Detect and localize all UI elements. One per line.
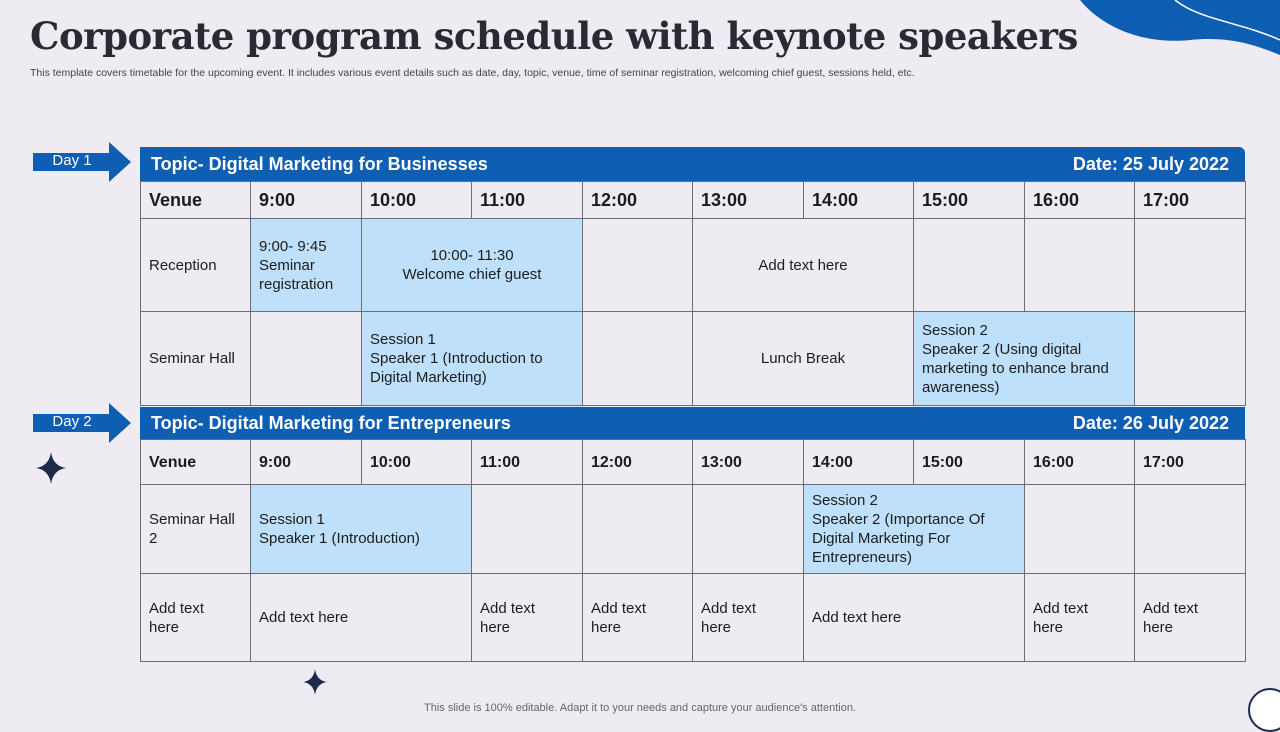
header-cell: 11:00 <box>472 182 583 219</box>
empty-cell <box>251 312 362 406</box>
header-cell: 12:00 <box>583 182 693 219</box>
empty-cell <box>583 312 693 406</box>
add-text-cell[interactable]: Add text here <box>693 219 914 312</box>
day-2-date: Date: 26 July 2022 <box>1072 412 1229 433</box>
header-cell: 15:00 <box>914 182 1025 219</box>
venue-cell: Seminar Hall 2 <box>141 485 251 574</box>
event-cell: Session 1 Speaker 1 (Introduction to Digital Marketing) <box>362 312 583 406</box>
table-row <box>141 485 1246 574</box>
day-2-topic: Topic- Digital Marketing for Entrepreneurs <box>151 412 511 433</box>
header-cell: 10:00 <box>362 182 472 219</box>
event-cell: 9:00- 9:45 Seminar registration <box>251 219 362 312</box>
header-cell: 13:00 <box>693 182 804 219</box>
venue-cell: Reception <box>141 219 251 312</box>
table-header-row <box>141 182 1246 219</box>
corner-wave-decoration <box>1080 0 1280 60</box>
header-cell: 17:00 <box>1135 440 1246 485</box>
day-2-label: Day 2 <box>52 413 92 430</box>
header-cell: 14:00 <box>804 440 914 485</box>
page-subtitle: This template covers timetable for the upcoming event. It includes various event details such as date, day, topic, venue, time of seminar registration, welcoming chief guest, sessions held, etc. <box>30 67 915 79</box>
footer-note: This slide is 100% editable. Adapt it to your needs and capture your audience's attention. <box>424 702 856 714</box>
add-text-cell[interactable]: Add text here <box>472 574 583 662</box>
header-cell: 10:00 <box>362 440 472 485</box>
header-cell: 16:00 <box>1025 440 1135 485</box>
day-1-topic: Topic- Digital Marketing for Businesses <box>151 153 488 174</box>
day-2-topic-banner <box>140 407 1245 439</box>
empty-cell <box>1135 485 1246 574</box>
header-cell: 12:00 <box>583 440 693 485</box>
header-cell: 17:00 <box>1135 182 1246 219</box>
header-cell: 9:00 <box>251 440 362 485</box>
header-cell: 11:00 <box>472 440 583 485</box>
header-cell: 9:00 <box>251 182 362 219</box>
empty-cell <box>1135 312 1246 406</box>
empty-cell <box>693 485 804 574</box>
empty-cell <box>1025 485 1135 574</box>
add-text-cell[interactable]: Add text here <box>141 574 251 662</box>
empty-cell <box>583 485 693 574</box>
empty-cell <box>583 219 693 312</box>
empty-cell <box>1135 219 1246 312</box>
header-cell: Venue <box>141 182 251 219</box>
table-row <box>141 219 1246 312</box>
lunch-break-cell: Lunch Break <box>693 312 914 406</box>
day-2-schedule-table <box>140 439 1246 662</box>
day-2-arrow <box>33 403 133 443</box>
day-1-arrow <box>33 142 133 182</box>
day-1-label: Day 1 <box>52 152 92 169</box>
event-cell: Session 1 Speaker 1 (Introduction) <box>251 485 472 574</box>
day-1-topic-banner <box>140 147 1245 181</box>
event-cell: Session 2 Speaker 2 (Importance Of Digital Marketing For Entrepreneurs) <box>804 485 1025 574</box>
table-row <box>141 574 1246 662</box>
table-row <box>141 312 1246 406</box>
day-1-schedule-table <box>140 181 1246 406</box>
sparkle-star-icon <box>303 669 327 695</box>
day-1-date: Date: 25 July 2022 <box>1072 153 1229 174</box>
event-cell: 10:00- 11:30 Welcome chief guest <box>362 219 583 312</box>
header-cell: 13:00 <box>693 440 804 485</box>
empty-cell <box>1025 219 1135 312</box>
page-title: Corporate program schedule with keynote speakers <box>30 14 1078 58</box>
header-cell: 16:00 <box>1025 182 1135 219</box>
header-cell: 14:00 <box>804 182 914 219</box>
header-cell: 15:00 <box>914 440 1025 485</box>
add-text-cell[interactable]: Add text here <box>251 574 472 662</box>
empty-cell <box>472 485 583 574</box>
add-text-cell[interactable]: Add text here <box>1025 574 1135 662</box>
add-text-cell[interactable]: Add text here <box>804 574 1025 662</box>
table-header-row <box>141 440 1246 485</box>
add-text-cell[interactable]: Add text here <box>583 574 693 662</box>
add-text-cell[interactable]: Add text here <box>693 574 804 662</box>
empty-cell <box>914 219 1025 312</box>
header-cell: Venue <box>141 440 251 485</box>
event-cell: Session 2 Speaker 2 (Using digital marketing to enhance brand awareness) <box>914 312 1135 406</box>
sparkle-star-icon <box>36 452 66 484</box>
venue-cell: Seminar Hall <box>141 312 251 406</box>
add-text-cell[interactable]: Add text here <box>1135 574 1246 662</box>
